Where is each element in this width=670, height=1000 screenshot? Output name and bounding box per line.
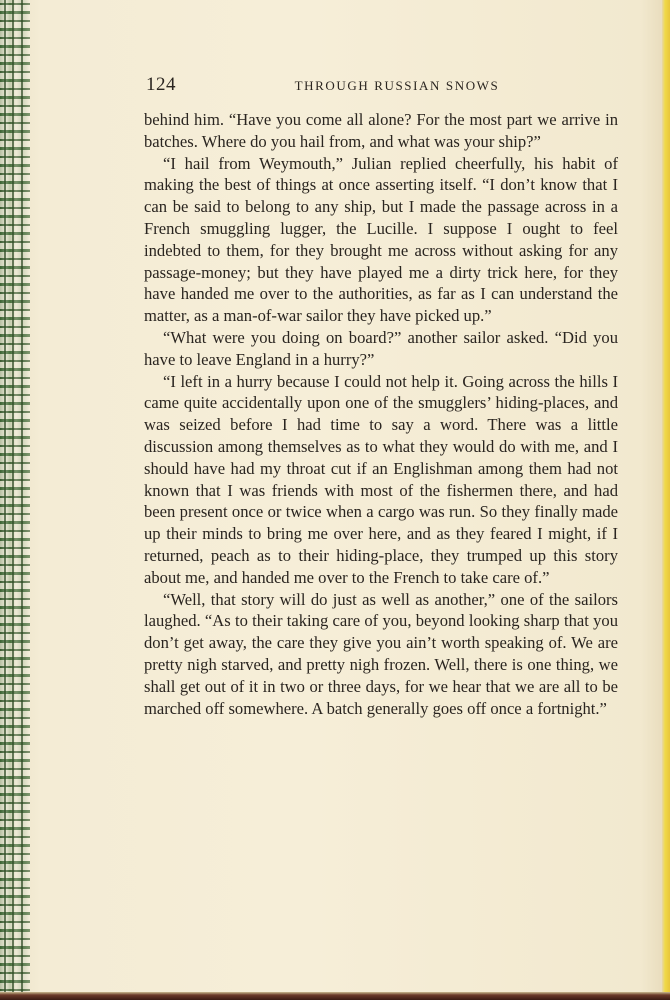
paragraph: “What were you doing on board?” another sailor asked. “Did you have to leave England in a hurry?” <box>144 327 618 369</box>
body-text <box>144 109 618 719</box>
page-number: 124 <box>146 74 176 95</box>
binding-stripe <box>12 0 14 1000</box>
paragraph: “Well, that story will do just as well as another,” one of the sailors laughed. “As to their taking care of you, beyond looking sharp that you don’t get away, the care they give you ain’t worth speaking of. We are pretty nigh starved, and pretty nigh frozen. Well, there is one thing, we shall get out of it in two or three days, for we hear that we are all to be marched off somewhere. A batch generally goes off once a fortnight.” <box>144 589 618 718</box>
paragraph: “I left in a hurry because I could not help it. Going across the hills I came quite accidentally upon one of the smugglers’ hiding-places, and was seized before I had time to say a word. There was a little discussion among themselves as to what they would do with me, and I should have had my throat cut if an Englishman among them had not known that I was friends with most of the fishermen there, and had been present once or twice when a cargo was run. So they finally made up their minds to bring me over here, and as they feared I might, if I returned, peach as to their hiding-place, they trumped up this story about me, and handed me over to the French to take care of.” <box>144 371 618 587</box>
paragraph: behind him. “Have you come all alone? For the most part we arrive in batches. Where do you hail from, and what was your ship?” <box>144 110 618 151</box>
page-header <box>146 74 618 98</box>
book-binding <box>0 0 30 1000</box>
paragraph: “I hail from Weymouth,” Julian replied cheerfully, his habit of making the best of things at once asserting itself. “I don’t know that I can be said to belong to any ship, but I made the passage across in a French smuggling lugger, the Lucille. I suppose I ought to feel indebted to them, for they brought me across without asking for any passage-money; but they have played me a dirty trick here, for they have handed me over to the authorities, as far as I can understand the matter, as a man-of-war sailor they have picked up.” <box>144 153 618 326</box>
page-edge-right <box>662 0 670 1000</box>
running-head: THROUGH RUSSIAN SNOWS <box>294 78 500 93</box>
page-edge-bottom <box>0 992 670 1000</box>
binding-stripe <box>4 0 6 1000</box>
binding-stripe <box>21 0 23 1000</box>
